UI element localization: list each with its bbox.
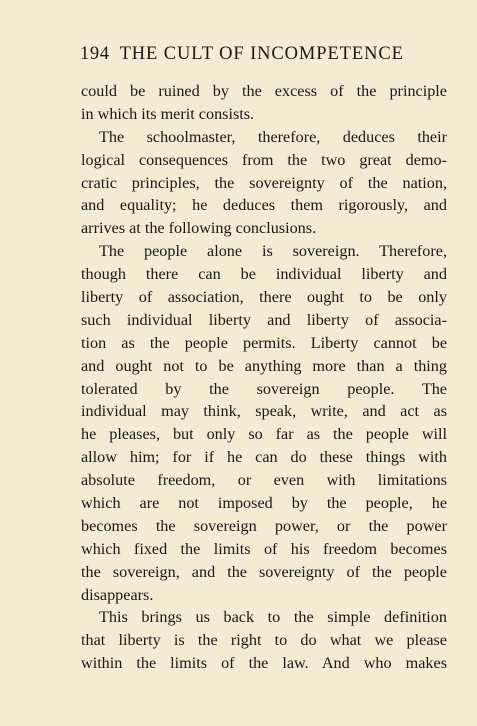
- text-line: could be ruined by the excess of the principle: [81, 82, 447, 100]
- running-header: [80, 44, 448, 65]
- text-line: such individual liberty and liberty of associa-: [81, 310, 447, 329]
- text-line: which are not imposed by the people, he: [81, 494, 447, 513]
- text-line: liberty of association, there ought to be only: [81, 288, 447, 307]
- text-line: tolerated by the sovereign people. The: [81, 379, 447, 398]
- text-line: cratic principles, the sovereignty of the nation,: [81, 173, 447, 192]
- text-line: tion as the people permits. Liberty cannot be: [81, 333, 447, 352]
- text-line: and ought not to be anything more than a thing: [81, 356, 447, 375]
- page-number: 194: [80, 44, 110, 64]
- text-line: The schoolmaster, therefore, deduces their: [99, 127, 447, 146]
- running-title: THE CULT OF INCOMPETENCE: [119, 44, 404, 64]
- text-line: arrives at the following conclusions.: [81, 219, 317, 238]
- text-line: though there can be individual liberty and: [81, 265, 447, 284]
- text-line: individual may think, speak, write, and act as: [81, 402, 447, 421]
- text-line: in which its merit consists.: [81, 104, 255, 123]
- text-line: he pleases, but only so far as the people will: [81, 425, 447, 444]
- text-line: and equality; he deduces them rigorously, and: [81, 196, 447, 215]
- text-line: which fixed the limits of his freedom becomes: [81, 539, 447, 558]
- text-line: allow him; for if he can do these things with: [81, 448, 447, 467]
- text-line: the sovereign, and the sovereignty of the people: [81, 562, 447, 581]
- text-line: that liberty is the right to do what we please: [81, 631, 447, 650]
- text-line: absolute freedom, or even with limitations: [81, 471, 447, 490]
- text-line: disappears.: [81, 585, 154, 604]
- text-line: within the limits of the law. And who makes: [81, 654, 447, 673]
- body-text: [81, 80, 447, 675]
- text-line: becomes the sovereign power, or the power: [81, 516, 447, 535]
- text-line: The people alone is sovereign. Therefore,: [99, 242, 447, 261]
- text-line: This brings us back to the simple definition: [99, 608, 447, 627]
- text-line: logical consequences from the two great demo-: [81, 150, 447, 169]
